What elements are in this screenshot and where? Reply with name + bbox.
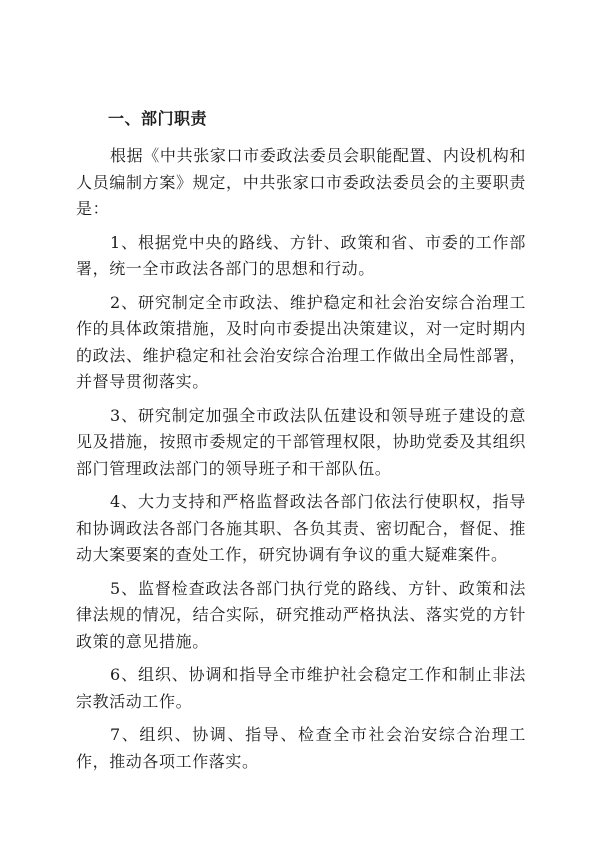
- section-heading: 一、部门职责: [108, 109, 208, 128]
- duty-item-3: 3、研究制定加强全市政法队伍建设和领导班子建设的意见及措施，按照市委规定的干部管理权限，协助党委及其组织部门管理政法部门的领导班子和干部队伍。: [76, 405, 526, 478]
- duty-item-1: 1、根据党中央的路线、方针、政策和省、市委的工作部署，统一全市政法各部门的思想和行动。: [76, 232, 526, 278]
- duty-item-4: 4、大力支持和严格监督政法各部门依法行使职权，指导和协调政法各部门各施其职、各负其责、密切配合，督促、推动大案要案的查处工作，研究协调有争议的重大疑难案件。: [76, 492, 526, 564]
- duty-item-2: 2、研究制定全市政法、维护稳定和社会治安综合治理工作的具体政策措施，及时向市委提出决策建议，对一定时期内的政法、维护稳定和社会治安综合治理工作做出全局性部署，并督导贯彻落实。: [76, 292, 526, 391]
- intro-paragraph: 根据《中共张家口市委政法委员会职能配置、内设机构和人员编制方案》规定，中共张家口市委政法委员会的主要职责是：: [76, 146, 526, 218]
- duty-item-7: 7、组织、协调、指导、检查全市社会治安综合治理工作，推动各项工作落实。: [76, 725, 526, 771]
- duty-item-6: 6、组织、协调和指导全市维护社会稳定工作和制止非法宗教活动工作。: [76, 665, 526, 711]
- duty-item-5: 5、监督检查政法各部门执行党的路线、方针、政策和法律法规的情况，结合实际，研究推动严格执法、落实党的方针政策的意见措施。: [76, 578, 526, 651]
- body-text: [76, 143, 526, 782]
